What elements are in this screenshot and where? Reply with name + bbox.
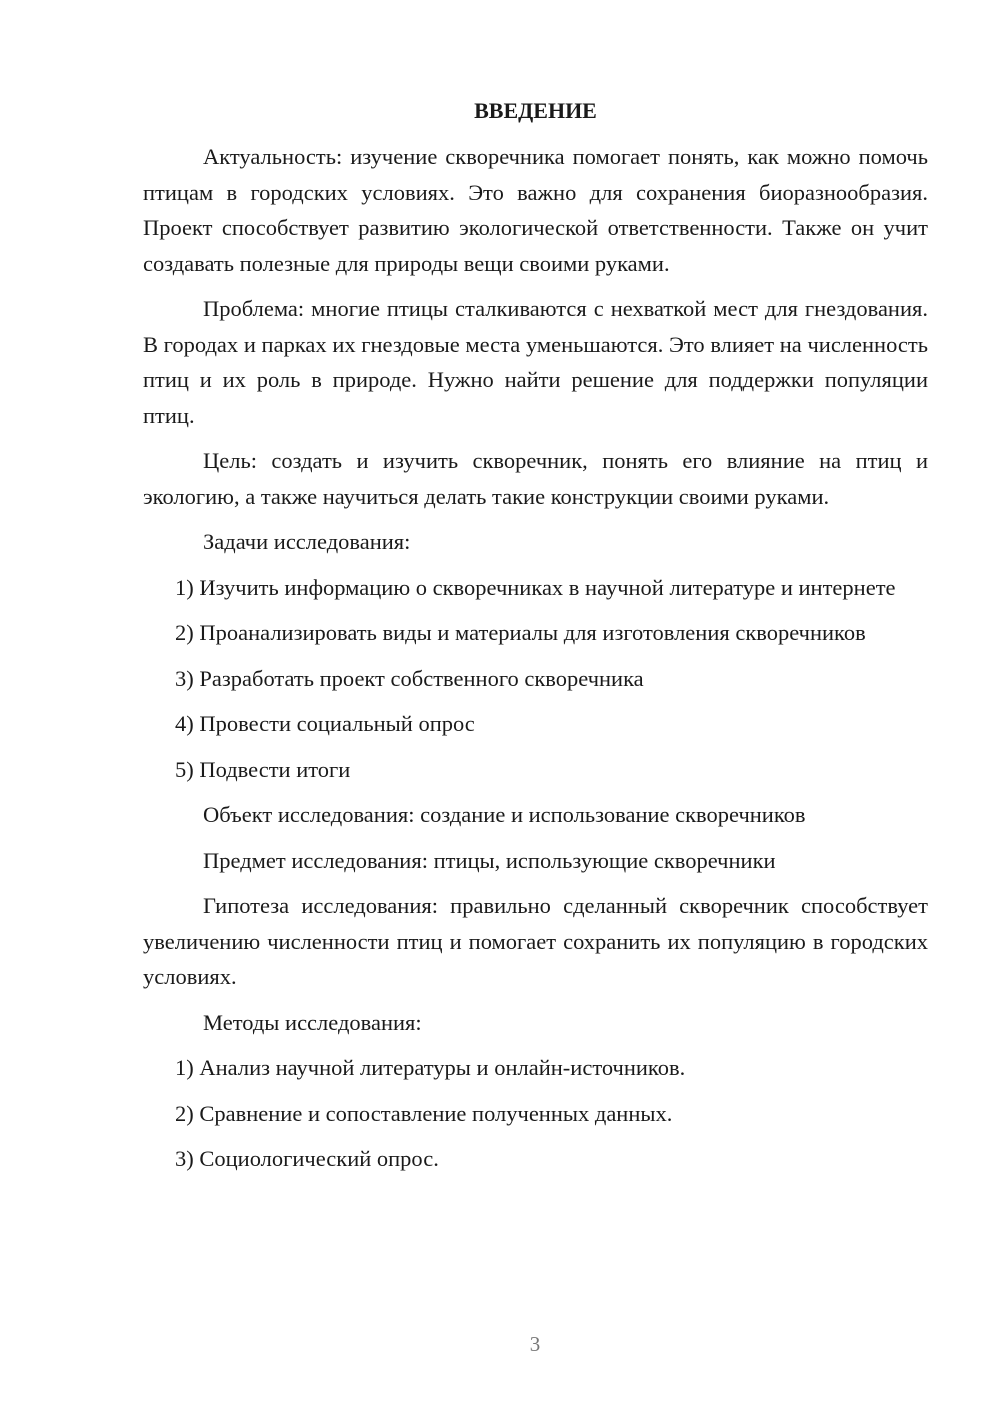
page-number: 3: [529, 1332, 541, 1356]
list-item: 3) Разработать проект собственного скворечника: [175, 665, 644, 691]
paragraph-object: Объект исследования: создание и использование скворечников: [203, 802, 806, 827]
page-content: [143, 96, 928, 1187]
list-item: 2) Проанализировать виды и материалы для изготовления скворечников: [175, 620, 866, 645]
list-item: 1) Анализ научной литературы и онлайн-источников.: [175, 1055, 686, 1080]
paragraph-relevance: Актуальность: изучение скворечника помогает понять, как можно помочь птицам в городских условиях. Это важно для сохранения биоразнообразия. Проект способствует развитию экологической ответственности. Также он учит создавать полезные для природы вещи своими руками.: [143, 144, 928, 276]
paragraph-goal: Цель: создать и изучить скворечник, понять его влияние на птиц и экологию, а также научиться делать такие конструкции своими руками.: [143, 448, 928, 509]
paragraph-subject: Предмет исследования: птицы, использующие скворечники: [203, 847, 776, 873]
paragraph-tasks-title: Задачи исследования:: [203, 529, 411, 554]
list-item: 3) Социологический опрос.: [175, 1146, 439, 1171]
paragraph-problem: Проблема: многие птицы сталкиваются с нехваткой мест для гнездования. В городах и парках их гнездовые места уменьшаются. Это влияет на численность птиц и их роль в природе. Нужно найти решение для поддержки популяции птиц.: [143, 296, 928, 428]
paragraph-hypothesis: Гипотеза исследования: правильно сделанный скворечник способствует увеличению численности птиц и помогает сохранить их популяцию в городских условиях.: [143, 893, 928, 989]
section-heading: ВВЕДЕНИЕ: [474, 98, 597, 123]
paragraph-methods-title: Методы исследования:: [203, 1009, 422, 1035]
list-item: 5) Подвести итоги: [175, 756, 351, 782]
list-item: 4) Провести социальный опрос: [175, 711, 475, 736]
list-item: 1) Изучить информацию о скворечниках в научной литературе и интернете: [175, 574, 896, 600]
list-item: 2) Сравнение и сопоставление полученных данных.: [175, 1100, 673, 1126]
